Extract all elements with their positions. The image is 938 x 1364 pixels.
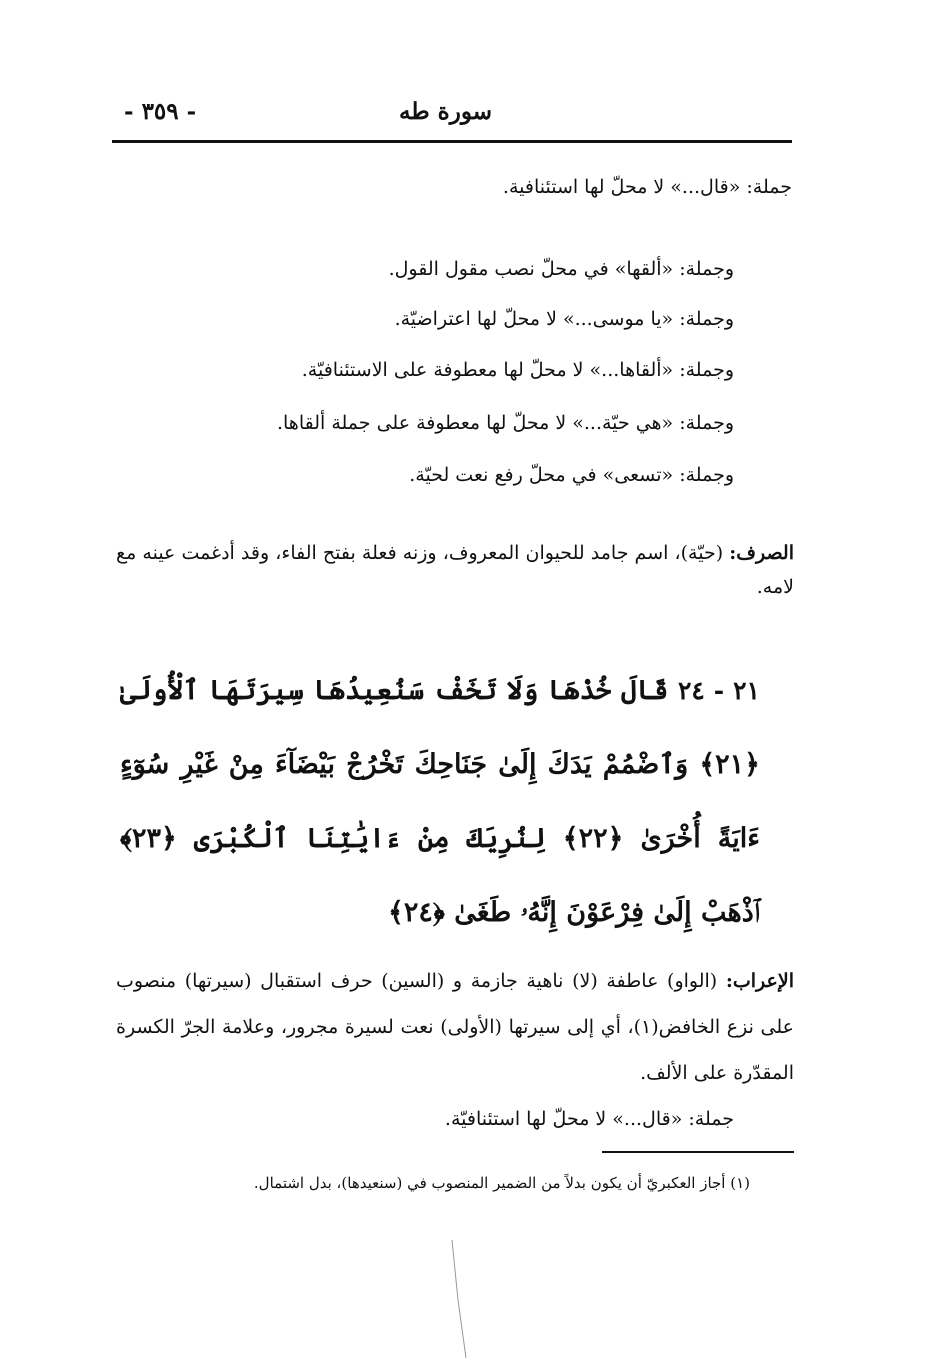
verse-number: ٢١ - ٢٤ xyxy=(677,676,760,705)
surah-title: سورة طه xyxy=(399,98,492,125)
verse-text: قَالَ خُذْهَا وَلَا تَخَفْ سَنُعِيدُهَا سِيرَتَهَا ٱلْأُولَىٰ ﴿٢١﴾ وَٱضْمُمْ يَدَكَ إِلَىٰ جَنَاحِكَ تَخْرُجْ بَيْضَآءَ مِنْ غَيْرِ سُوٓءٍ ءَايَةً أُخْرَىٰ ﴿٢٢﴾ لِنُرِيَكَ مِنْ ءَايَٰتِنَا ٱلْكُبْرَى ﴿٢٣﴾ ٱذْهَبْ إِلَىٰ فِرْعَوْنَ إِنَّهُۥ طَغَىٰ ﴿٢٤﴾ xyxy=(120,675,760,928)
irab-text: (الواو) عاطفة (لا) ناهية جازمة و (السين) حرف استقبال (سيرتها) منصوب على نزع الخافض(١)، أي إلى سيرتها (الأولى) نعت لسيرة مجرور، وعلامة الجرّ الكسرة المقدّرة على الألف. xyxy=(116,970,794,1084)
quran-verse xyxy=(120,654,760,950)
jumla-line: وجملة: «تسعى» في محلّ رفع نعت لحيّة. xyxy=(409,464,734,486)
irab-paragraph xyxy=(116,958,794,1096)
sarf-label: الصرف: xyxy=(729,542,795,564)
jumla-line: وجملة: «يا موسى...» لا محلّ لها اعتراضيّة. xyxy=(394,308,734,330)
page-number: - ٣٥٩ - xyxy=(124,98,197,125)
jumla-line: وجملة: «ألقها» في محلّ نصب مقول القول. xyxy=(388,258,734,280)
jumla-line: وجملة: «ألقاها...» لا محلّ لها معطوفة على الاستئنافيّة. xyxy=(301,359,734,381)
bottom-jumla: جملة: «قال...» لا محلّ لها استئنافيّة. xyxy=(444,1108,734,1130)
paper-scratch-mark xyxy=(450,1240,470,1360)
sarf-paragraph xyxy=(116,536,794,604)
header-rule xyxy=(112,140,792,143)
irab-label: الإعراب: xyxy=(725,970,794,992)
footnote-rule xyxy=(602,1151,794,1153)
sarf-text: (حيّة)، اسم جامد للحيوان المعروف، وزنه فعلة بفتح الفاء، وقد أدغمت عينه مع لامه. xyxy=(116,542,794,598)
jumla-line: وجملة: «هي حيّة...» لا محلّ لها معطوفة على جملة ألقاها. xyxy=(276,412,734,434)
footnote: (١) أجاز العكبريّ أن يكون بدلاً من الضمير المنصوب في (سنعيدها)، بدل اشتمال. xyxy=(253,1174,750,1192)
page-header xyxy=(112,96,792,142)
top-jumla: جملة: «قال...» لا محلّ لها استئنافية. xyxy=(502,176,792,198)
